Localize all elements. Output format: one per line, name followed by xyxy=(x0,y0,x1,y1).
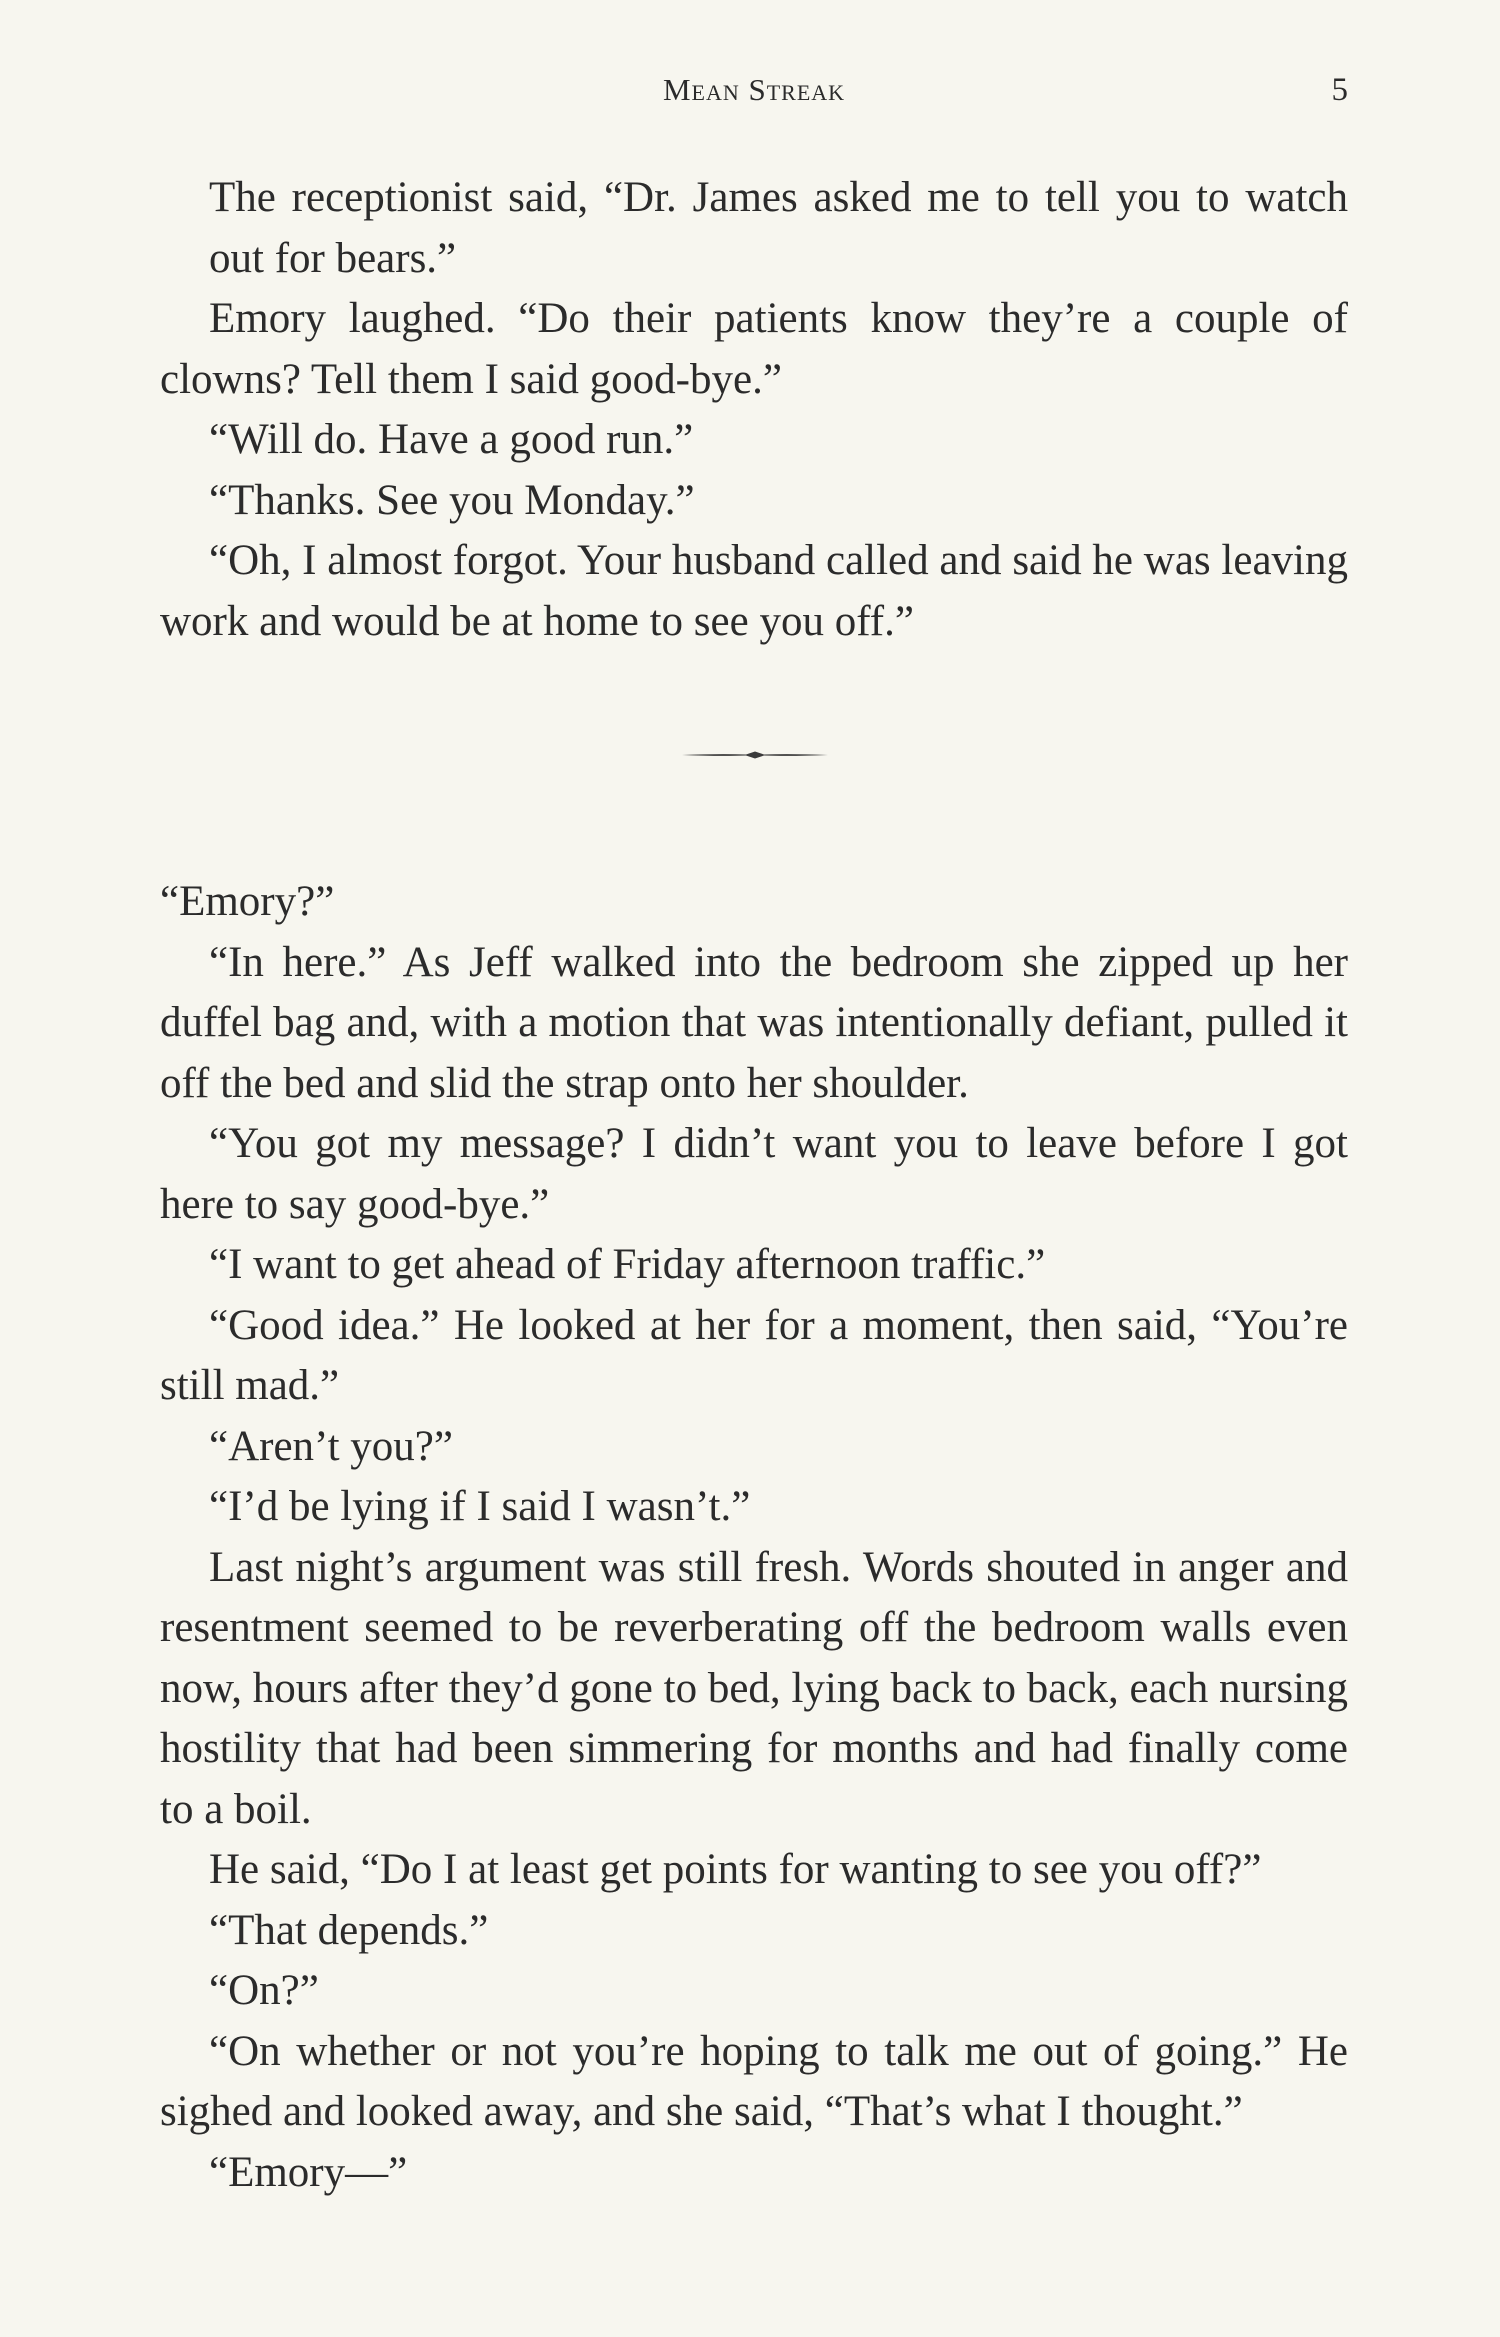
paragraph: “On?” xyxy=(209,1967,319,2014)
paragraph: “I want to get ahead of Friday afternoon traffic.” xyxy=(209,1241,1046,1288)
paragraph: “Thanks. See you Monday.” xyxy=(209,476,695,524)
paragraph: “Oh, I almost forgot. Your husband called and said he was leaving work and would be at home to see you off.” xyxy=(160,537,1348,645)
paragraph: He said, “Do I at least get points for wanting to see you off?” xyxy=(209,1846,1262,1893)
ornament-divider-icon xyxy=(680,748,830,762)
paragraph: Emory laughed. “Do their patients know they’re a couple of clowns? Tell them I said good-bye.” xyxy=(160,295,1348,403)
paragraph: “In here.” As Jeff walked into the bedroom she zipped up her duffel bag and, with a motion that was intentionally defiant, pulled it off the bed and slid the strap onto her shoulder. xyxy=(160,938,1348,1107)
body-text xyxy=(160,168,1348,2203)
paragraph: “On whether or not you’re hoping to talk me out of going.” He sighed and looked away, and she said, “That’s what I thought.” xyxy=(160,2027,1348,2135)
paragraph: “Will do. Have a good run.” xyxy=(209,416,694,463)
paragraph: “Emory?” xyxy=(160,878,335,925)
paragraph: “Aren’t you?” xyxy=(209,1422,453,1470)
paragraph: “You got my message? I didn’t want you to leave before I got here to say good-bye.” xyxy=(160,1120,1348,1228)
paragraph: The receptionist said, “Dr. James asked me to tell you to watch out for bears.” xyxy=(209,174,1348,282)
book-title: Mean Streak xyxy=(662,72,846,107)
paragraph: Last night’s argument was still fresh. Words shouted in anger and resentment seemed to be reverberating off the bedroom walls even now, hours after they’d gone to bed, lying back to back, each nursing hostility that had been simmering for months and had finally come to a boil. xyxy=(160,1543,1348,1833)
section-break xyxy=(160,652,1348,872)
paragraph: “Good idea.” He looked at her for a moment, then said, “You’re still mad.” xyxy=(160,1301,1348,1409)
paragraph: “Emory—” xyxy=(209,2148,408,2196)
paragraph: “That depends.” xyxy=(209,1906,489,1954)
page-number: 5 xyxy=(1331,72,1348,108)
paragraph: “I’d be lying if I said I wasn’t.” xyxy=(209,1483,751,1530)
running-head xyxy=(160,72,1348,122)
